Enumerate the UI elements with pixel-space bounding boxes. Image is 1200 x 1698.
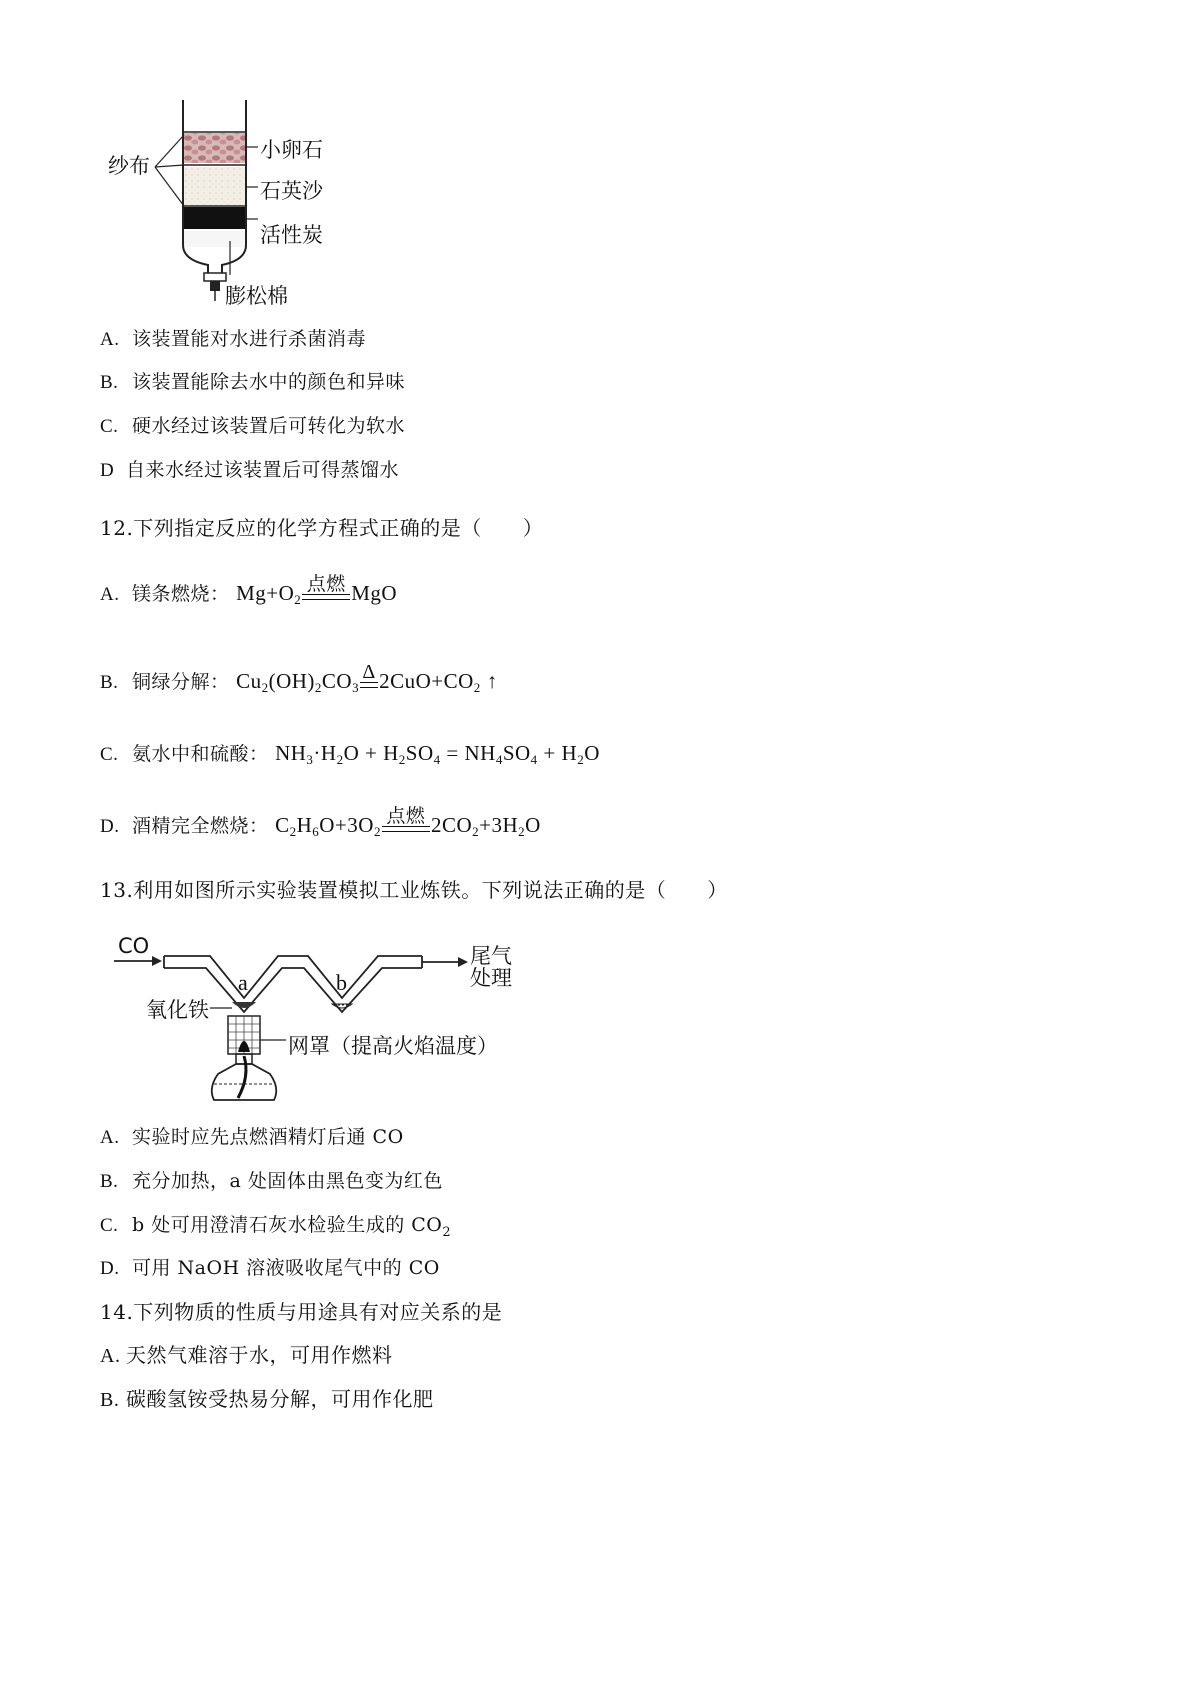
equation-b: $Cu_2(OH)_2CO_3$ Δ $2CuO+CO_2$ ↑ bbox=[236, 661, 498, 695]
cotton-label: 膨松棉 bbox=[225, 284, 288, 308]
q13-option-c: C. b 处可用澄清石灰水检验生成的 $CO_2$ bbox=[100, 1214, 452, 1240]
q14-option-b: B. 碳酸氢铵受热易分解，可用作化肥 bbox=[100, 1387, 434, 1411]
gas-arrow-icon: ↑ bbox=[486, 669, 498, 693]
q11-option-c: C. 硬水经过该装置后可转化为软水 bbox=[100, 415, 406, 437]
equation-c: $NH_3\cdot H_2O + H_2SO_4 = NH_4SO_4 + H_2O$ bbox=[275, 741, 600, 767]
sand-layer bbox=[184, 167, 245, 205]
tail-gas-label-line1: 尾气 bbox=[470, 944, 512, 968]
quartz-sand-label: 石英沙 bbox=[260, 179, 323, 203]
point-a-label: a bbox=[238, 970, 248, 995]
equation-d: $C_2H_6O+3O_2$ 点燃 $2CO_2+3H_2O$ bbox=[275, 805, 541, 839]
cotton-layer bbox=[184, 231, 245, 247]
q14-option-a: A. 天然气难溶于水，可用作燃料 bbox=[100, 1343, 393, 1367]
q12-stem: 12.下列指定反应的化学方程式正确的是（ ） bbox=[100, 516, 544, 540]
q12-option-d: D. 酒精完全燃烧： $C_2H_6O+3O_2$ 点燃 $2CO_2+3H_2O$ bbox=[100, 805, 541, 839]
q11-option-b: B. 该装置能除去水中的颜色和异味 bbox=[100, 371, 406, 393]
carbon-layer bbox=[184, 207, 245, 229]
reaction-condition: 点燃 bbox=[382, 806, 430, 832]
q11-option-d: D 自来水经过该装置后可得蒸馏水 bbox=[100, 459, 400, 481]
q13-option-b: B. 充分加热，a 处固体由黑色变为红色 bbox=[100, 1170, 443, 1192]
q13-option-d: D. 可用 NaOH 溶液吸收尾气中的 CO bbox=[100, 1257, 440, 1279]
activated-carbon-label: 活性炭 bbox=[260, 223, 323, 247]
pebbles-label: 小卵石 bbox=[260, 138, 323, 162]
reaction-condition: Δ bbox=[360, 662, 378, 688]
q14-stem: 14.下列物质的性质与用途具有对应关系的是 bbox=[100, 1300, 503, 1324]
tail-gas-label-line2: 处理 bbox=[470, 966, 512, 990]
mesh-cover-label: 网罩（提高火焰温度） bbox=[288, 1034, 498, 1058]
iron-oxide-label: 氧化铁 bbox=[146, 998, 209, 1022]
q13-option-a: A. 实验时应先点燃酒精灯后通 CO bbox=[100, 1126, 404, 1148]
q13-stem: 13.利用如图所示实验装置模拟工业炼铁。下列说法正确的是（ ） bbox=[100, 878, 728, 902]
equation-a: $Mg+O_2$ 点燃 MgO bbox=[236, 573, 398, 607]
co-inlet-label: CO bbox=[118, 934, 150, 958]
pebble-layer bbox=[184, 133, 245, 163]
q12-option-b: B. 铜绿分解： $Cu_2(OH)_2CO_3$ Δ $2CuO+CO_2$ ↑ bbox=[100, 661, 498, 695]
q12-option-a: A. 镁条燃烧： $Mg+O_2$ 点燃 MgO bbox=[100, 573, 398, 607]
gauze-label: 纱布 bbox=[108, 154, 150, 178]
point-b-label: b bbox=[336, 970, 347, 995]
q11-option-a: A. 该装置能对水进行杀菌消毒 bbox=[100, 328, 367, 350]
reaction-condition: 点燃 bbox=[302, 574, 350, 600]
q12-option-c: C. 氨水中和硫酸： $NH_3\cdot H_2O + H_2SO_4 = NH_4SO_4 + H_2O$ bbox=[100, 741, 600, 767]
